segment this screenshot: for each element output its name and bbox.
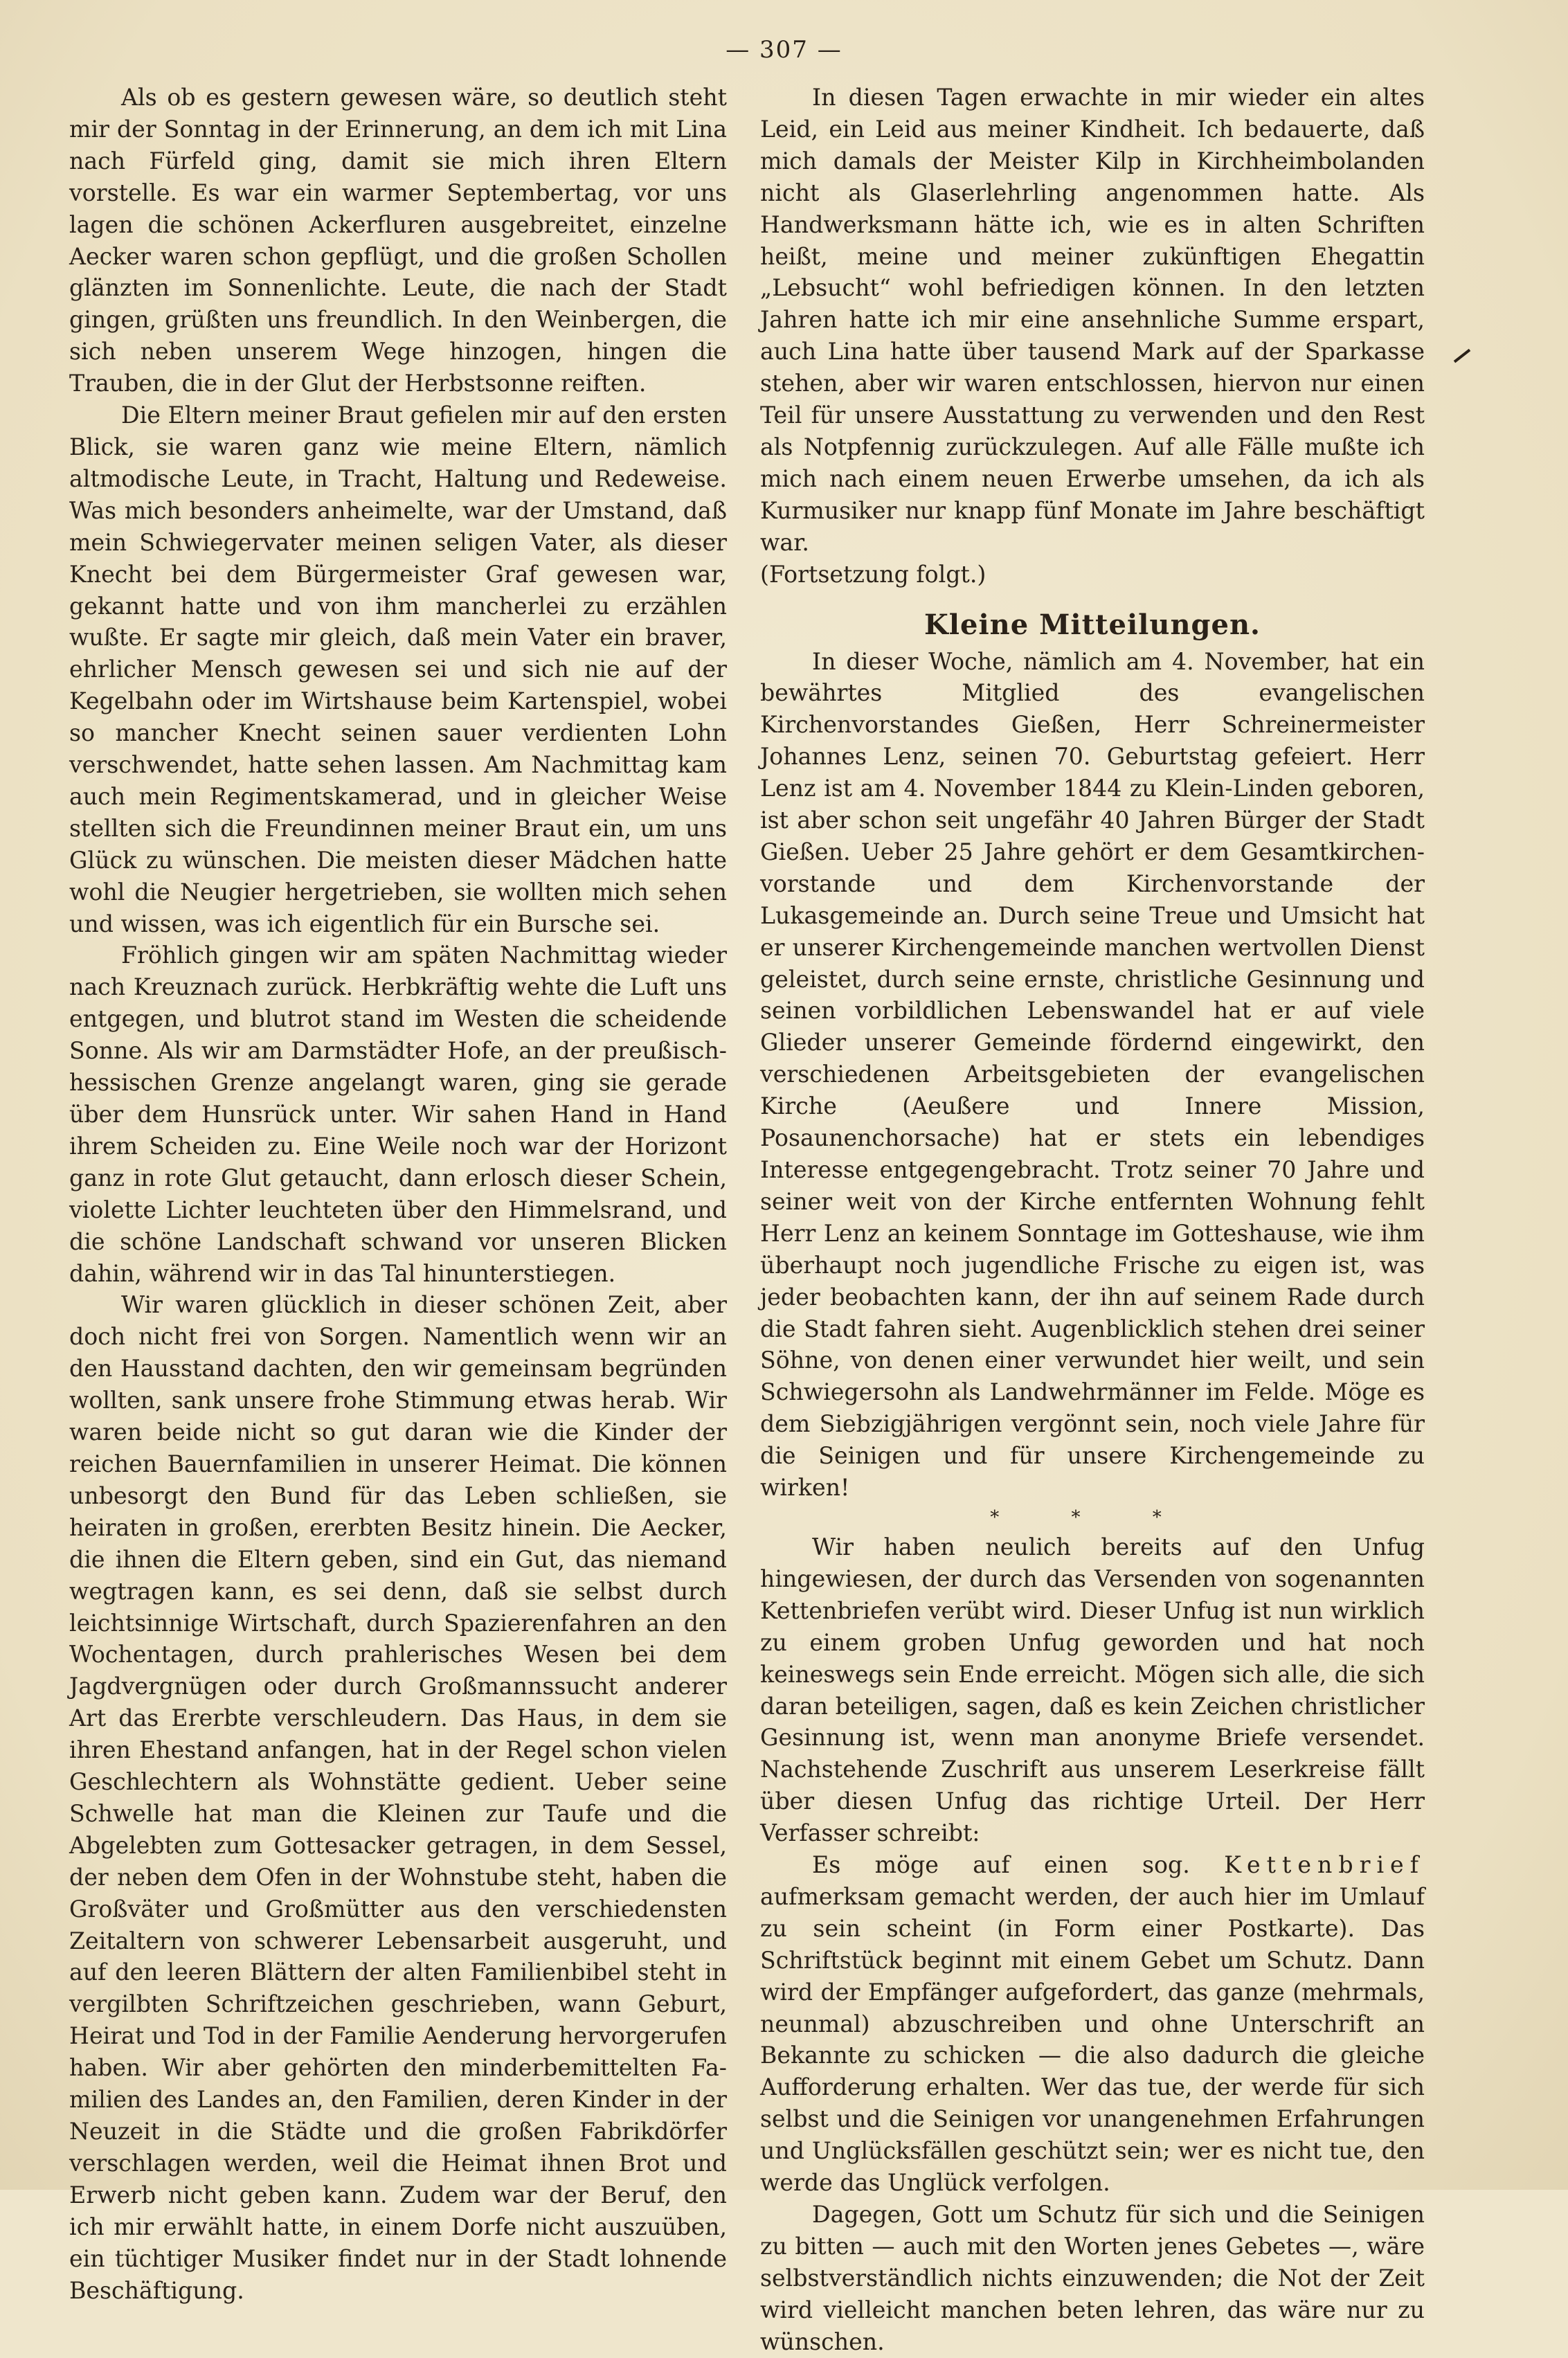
- section-heading: Kleine Mitteilungen.: [924, 608, 1261, 641]
- section-separator: * * *: [990, 1506, 1195, 1528]
- paragraph: Fröhlich gingen wir am späten Nachmittag wieder nach Kreuznach zurück. Herbkräftig wehte die Luft uns entgegen, und blutrot stand im Westen die scheidende Sonne. Als wir am Darmstädter Hofe, an der preußisch-hessischen Grenze angelangt waren, ging sie gerade über dem Hunsrück unter. Wir sahen Hand in Hand ihrem Scheiden zu. Eine Weile noch war der Horizont ganz in rote Glut getaucht, dann erlosch dieser Schein, violette Lichter leuchteten über den Himmelsrand, und die schöne Landschaft schwand vor unseren Blicken dahin, während wir in das Tal hinunterstiegen.: [69, 942, 727, 1287]
- paragraph: Wir waren glücklich in dieser schönen Zeit, aber doch nicht frei von Sorgen. Namentlich wenn wir an den Hausstand dachten, den wir gemeinsam begründen wollten, sank unsere frohe Stimmung etwas herab. Wir waren beide nicht so gut daran wie die Kinder der reichen Bauernfamilien in unserer Heimat. Die können unbesorgt den Bund für das Leben schließen, sie heiraten in großen, ererbten Besitz hinein. Die Aecker, die ihnen die Eltern geben, sind ein Gut, das niemand wegtragen kann, es sei denn, daß sie selbst durch leichtsinnige Wirtschaft, durch Spazierenfahren an den Wochentagen, durch prahlerisches Wesen bei dem Jagdvergnügen oder durch Großmannssucht anderer Art das Ererbte verschleudern. Das Haus, in dem sie ihren Ehestand anfangen, hat in der Regel schon vielen Geschlechtern als Wohnstätte gedient. Ueber seine Schwelle hat man die Kleinen zur Taufe und die Abgelebten zum Gottesacker getragen, in dem Sessel, der neben dem Ofen in der Wohnstube steht, haben die Großväter und Großmütter aus den verschiedensten Zeitaltern von schwerer Lebensarbeit ausgeruht, und auf den leeren Blättern der alten Familienbibel steht in vergilbten Schriftzeichen geschrieben, wann Geburt, Heirat und Tod in der Familie Aenderung hervorgerufen haben. Wir aber gehörten den minderbemittelten Familien des Landes an, den Familien, deren Kinder in der Neuzeit in die Städte und die großen Fabrikdörfer verschlagen werden, weil die Heimat ihnen Brot und Erwerb nicht geben kann. Zudem war der Beruf, den ich mir erwählt hatte, in einem Dorfe nicht auszuüben, ein tüchtiger Musiker findet nur in der Stadt lohnende Beschäftigung.: [69, 1291, 727, 2304]
- letter-text: Es möge auf einen sog.: [812, 1851, 1190, 1879]
- paragraph: Wir haben neulich bereits auf den Unfug hingewiesen, der durch das Versenden von sogenannten Kettenbriefen verübt wird. Dieser Unfug ist nun wirklich zu einem groben Unfug geworden und hat noch keineswegs sein Ende erreicht. Mögen sich alle, die sich daran beteiligen, sagen, daß es kein Zeichen christlicher Gesinnung ist, wenn man anonyme Briefe versendet. Nachstehende Zuschrift aus unserem Leserkreise fällt über diesen Unfug das richtige Urteil. Der Herr Verfasser schreibt:: [760, 1533, 1425, 1847]
- letter-text: aufmerksam gemacht werden, der auch hier im Umlauf zu sein scheint (in Form einer Postkarte). Das Schriftstück beginnt mit einem Gebet um Schutz. Dann wird der Empfänger aufgefordert, das ganze (mehrmals, neunmal) abzuschreiben und ohne Unterschrift an Bekannte zu schicken — die also dadurch die gleiche Aufforderung erhalten. Wer das tue, der werde für sich selbst und die Seinigen vor unangenehmen Erfahrungen und Unglücksfällen geschützt sein; wer es nicht tue, den werde das Unglück verfolgen.: [760, 1882, 1425, 2197]
- spaced-word: Kettenbrief: [1224, 1851, 1425, 1879]
- paragraph: Als ob es gestern gewesen wäre, so deutlich steht mir der Sonntag in der Erinnerung, an dem ich mit Lina nach Fürfeld ging, damit sie mich ihren Eltern vorstelle. Es war ein warmer Septembertag, vor uns lagen die schönen Ackerfluren ausgebreitet, einzelne Aecker waren schon gepflügt, und die großen Schollen glänzten im Sonnenlichte. Leute, die nach der Stadt gingen, grüßten uns freundlich. In den Weinbergen, die sich neben unserem Wege hinzogen, hingen die Trauben, die in der Glut der Herbstsonne reiften.: [69, 84, 727, 397]
- paragraph: In dieser Woche, nämlich am 4. November, hat ein bewährtes Mitglied des evangelischen Kirchenvorstandes Gießen, Herr Schreinermeister Johannes Lenz, seinen 70. Geburtstag gefeiert. Herr Lenz ist am 4. November 1844 zu Klein-Linden geboren, ist aber schon seit ungefähr 40 Jahren Bürger der Stadt Gießen. Ueber 25 Jahre gehört er dem Gesamtkirchenvorstande und dem Kirchenvorstande der Lukasgemeinde an. Durch seine Treue und Umsicht hat er unserer Kirchengemeinde manchen wertvollen Dienst geleistet, durch seine ernste, christliche Gesinnung und seinen vorbildlichen Lebenswandel hat er auf viele Glieder unserer Gemeinde fördernd eingewirkt, den verschiedenen Arbeitsgebieten der evangelischen Kirche (Aeußere und Innere Mission, Posaunenchorsache) hat er stets ein lebendiges Interesse entgegengebracht. Trotz seiner 70 Jahre und seiner weit von der Kirche entfernten Wohnung fehlt Herr Lenz an keinem Sonntage im Gotteshause, wie ihm überhaupt noch jugendliche Frische zu eigen ist, was jeder beobachten kann, der ihn auf seinem Rade durch die Stadt fahren sieht. Augenblicklich stehen drei seiner Söhne, von denen einer verwundet hier weilt, und sein Schwiegersohn als Landwehrmänner im Felde. Möge es dem Siebzigjährigen vergönnt sein, noch viele Jahre für die Seinigen und für unsere Kirchengemeinde zu wirken!: [760, 647, 1425, 1502]
- page-number: — 307 —: [726, 36, 842, 64]
- paragraph: Die Eltern meiner Braut gefielen mir auf den ersten Blick, sie waren ganz wie meine Eltern, nämlich altmodische Leute, in Tracht, Haltung und Redeweise. Was mich besonders anheimelte, war der Umstand, daß mein Schwiegervater meinen seligen Vater, als dieser Knecht bei dem Bürgermeister Graf gewesen war, gekannt hatte und von ihm mancherlei zu erzählen wußte. Er sagte mir gleich, daß mein Vater ein braver, ehrlicher Mensch gewesen sei und sich nie auf der Kegelbahn oder im Wirtshause beim Kartenspiel, wobei so mancher Knecht seinen sauer verdienten Lohn verschwendet, hatte sehen lassen. Am Nachmittag kam auch mein Regimentskamerad, und in gleicher Weise stellten sich die Freundinnen meiner Braut ein, um uns Glück zu wünschen. Die meisten dieser Mädchen hatte wohl die Neugier hergetrieben, sie wollten mich sehen und wissen, was ich eigentlich für ein Bursche sei.: [69, 402, 727, 937]
- paragraph: Dagegen, Gott um Schutz für sich und die Seinigen zu bitten — auch mit den Worten jenes Gebetes —, wäre selbstverständlich nichts einzuwenden; die Not der Zeit wird vielleicht manchen beten lehren, das wäre nur zu wünschen.: [760, 2201, 1425, 2355]
- left-column: [69, 82, 727, 2306]
- paragraph: In diesen Tagen erwachte in mir wieder ein altes Leid, ein Leid aus meiner Kindheit. Ich bedauerte, daß mich damals der Meister Kilp in Kirchheimbolanden nicht als Glaserlehrling angenommen hatte. Als Handwerksmann hätte ich, wie es in alten Schriften heißt, meine und meiner zukünftigen Ehegattin „Lebsucht“ wohl befriedigen können. In den letzten Jahren hatte ich mir eine ansehnliche Summe erspart, auch Lina hatte über tausend Mark auf der Sparkasse stehen, aber wir waren entschlossen, hiervon nur einen Teil für unsere Ausstattung zu verwenden und den Rest als Notpfennig zurückzulegen. Auf alle Fälle mußte ich mich nach einem neuen Erwerbe umsehen, da ich als Kurmusiker nur knapp fünf Monate im Jahre beschäftigt war.: [760, 84, 1425, 556]
- letter-paragraph: [760, 1849, 1425, 2199]
- pencil-mark: [1454, 349, 1471, 363]
- continuation-note: (Fortsetzung folgt.): [760, 560, 986, 588]
- right-column: [760, 82, 1425, 2358]
